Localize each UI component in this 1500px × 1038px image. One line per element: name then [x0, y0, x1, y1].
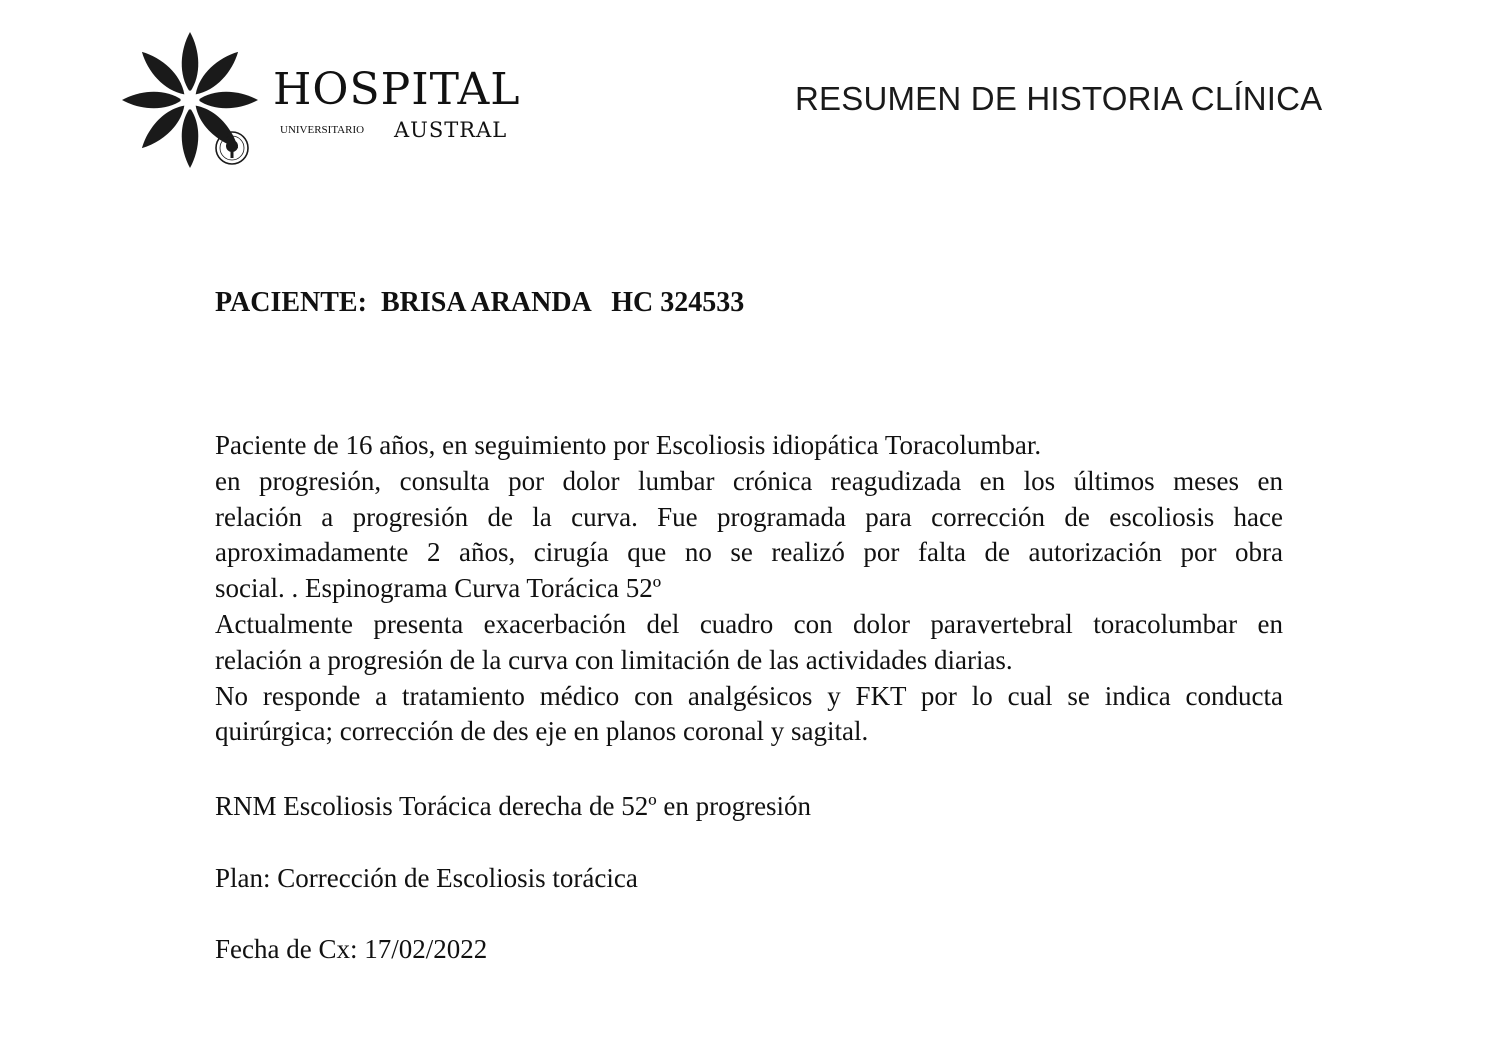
summary-line: en progresión, consulta por dolor lumbar crónica reagudizada en los últimos meses en [215, 465, 1283, 496]
treatment-plan: Plan: Corrección de Escoliosis torácica [215, 863, 638, 893]
summary-line: No responde a tratamiento médico con analgésicos y FKT por lo cual se indica conducta [215, 680, 1283, 711]
summary-line: relación a progresión de la curva con limitación de las actividades diarias. [215, 644, 1013, 675]
summary-line: Paciente de 16 años, en seguimiento por Escoliosis idiopática Toracolumbar. [215, 430, 1042, 460]
logo-hospital-text: HOSPITAL [273, 64, 521, 115]
university-seal-icon [214, 130, 250, 166]
surgery-date: Fecha de Cx: 17/02/2022 [215, 934, 488, 964]
patient-hc-number: HC 324533 [611, 287, 745, 318]
document-title: RESUMEN DE HISTORIA CLÍNICA [795, 80, 1323, 117]
summary-line: relación a progresión de la curva. Fue programada para corrección de escoliosis hace [215, 501, 1283, 532]
summary-line: quirúrgica; corrección de des eje en planos coronal y sagital. [215, 716, 869, 747]
summary-line: social. . Espinograma Curva Torácica 52º [215, 573, 662, 604]
patient-name: BRISA ARANDA [380, 287, 591, 318]
logo-universitario-text: UNIVERSITARIO [280, 124, 365, 136]
summary-line: aproximadamente 2 años, cirugía que no se realizó por falta de autorización por obra [215, 537, 1283, 568]
hospital-logo [118, 28, 538, 173]
patient-header [215, 289, 744, 317]
summary-line: Actualmente presenta exacerbación del cuadro con dolor paravertebral toracolumbar en [215, 608, 1283, 639]
clinical-summary [215, 428, 1283, 750]
logo-austral-text: AUSTRAL [394, 118, 508, 142]
rnm-finding: RNM Escoliosis Torácica derecha de 52º en progresión [215, 791, 812, 821]
patient-label: PACIENTE: [215, 287, 367, 318]
